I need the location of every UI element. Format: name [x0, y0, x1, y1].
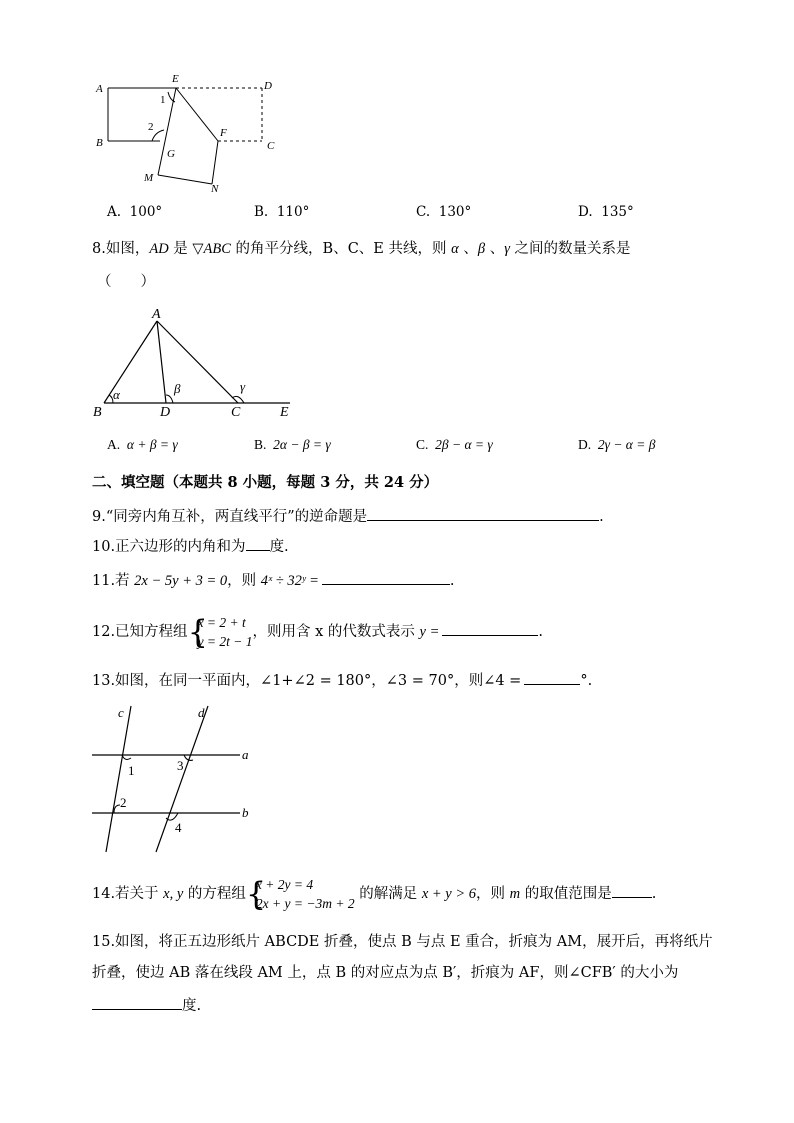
q11-end: .: [449, 573, 455, 589]
q14-row2: 2x + y = −3m + 2: [255, 896, 355, 911]
q7-label-C: C: [267, 140, 275, 152]
option-letter: D.: [578, 437, 592, 452]
q8-option-a: [107, 437, 178, 453]
q15-answer-blank[interactable]: [92, 994, 182, 1010]
q13-label-2: 2: [120, 795, 127, 810]
section-heading: 二、填空题（本题共 8 小题，每题 3 分，共 24 分）: [92, 474, 439, 491]
q9-end: .: [599, 509, 604, 525]
q13-label-1: 1: [128, 763, 135, 778]
option-value: 100°: [129, 204, 163, 220]
q12-row1: x = 2 + t: [197, 615, 246, 630]
q8-option-d: [578, 437, 655, 453]
q14-mid2: 的解满足: [354, 886, 422, 902]
q14-mid3: ，则: [476, 886, 510, 902]
q11: [92, 569, 455, 592]
q14: [92, 874, 656, 914]
q13-label-c: c: [118, 705, 124, 720]
q13-answer-blank[interactable]: [524, 669, 580, 685]
q13-label-d: d: [198, 705, 205, 720]
option-letter: C.: [416, 437, 429, 452]
brace-icon: {: [187, 613, 208, 651]
q9-answer-blank[interactable]: [367, 505, 599, 521]
q7-label-F: F: [220, 127, 227, 139]
q8-label-A: A: [152, 307, 161, 322]
option-value: α + β = γ: [126, 437, 178, 452]
option-value: 2α − β = γ: [273, 437, 331, 452]
option-value: 135°: [601, 204, 634, 220]
q13-figure: [88, 700, 268, 860]
q7-option-b: [254, 204, 309, 220]
q9-text: 9.“同旁内角互补，两直线平行”的逆命题是: [92, 509, 368, 525]
q8-label-D: D: [160, 405, 171, 420]
q8-label-E: E: [280, 405, 289, 420]
q13-label-a: a: [242, 747, 249, 762]
option-letter: A.: [107, 437, 121, 452]
q8-mid: 的角平分线，B、C、E 共线，则: [230, 241, 452, 257]
q11-pre: 11.若: [92, 573, 135, 589]
q7-label-A: A: [96, 83, 103, 95]
q7-option-a: [107, 204, 162, 220]
q15-line1: 15.如图，将正五边形纸片 ABCDE 折叠，使点 B 与点 E 重合，折痕为 AM，展开后，再将纸片: [92, 934, 713, 950]
q8-alpha: α: [451, 241, 459, 257]
q13-text: 13.如图，在同一平面内，∠1+∠2 = 180°，∠3 = 70°，则∠4 =: [92, 673, 522, 689]
q14-period: .: [651, 886, 657, 902]
q8-end: 之间的数量关系是: [509, 241, 631, 257]
q8-gamma: γ: [504, 241, 510, 257]
q7-label-D: D: [264, 80, 272, 92]
q8-stem: [92, 238, 631, 260]
q10-pre: 10.正六边形的内角和为: [92, 539, 246, 555]
q10-answer-blank[interactable]: [246, 535, 270, 551]
q8-label-gamma: γ: [240, 379, 246, 394]
q13: [92, 669, 592, 692]
q11-equation: 2x − 5y + 3 = 0: [134, 573, 228, 589]
q13-label-3: 3: [177, 758, 184, 773]
option-value: 130°: [438, 204, 472, 220]
option-value: 2γ − α = β: [597, 437, 656, 452]
q14-system: [246, 875, 355, 913]
q9: [92, 505, 604, 528]
q12-system: [188, 613, 253, 651]
q14-vars: x, y: [163, 886, 184, 902]
q12-mid: ，则用含 x 的代数式表示: [252, 624, 420, 640]
q7-label-E: E: [172, 73, 179, 85]
q8-beta: β: [477, 241, 486, 257]
q8-is: 是: [168, 241, 193, 257]
q14-m: m: [509, 886, 521, 902]
brace-icon: {: [245, 875, 267, 913]
q13-label-b: b: [242, 805, 249, 820]
q12-row2: y = 2t − 1: [197, 634, 253, 649]
q11-answer-blank[interactable]: [322, 569, 450, 585]
q14-answer-blank[interactable]: [612, 882, 652, 898]
q8-label-C: C: [231, 405, 241, 420]
q12-answer-blank[interactable]: [442, 620, 538, 636]
q8-label-beta: β: [174, 381, 181, 396]
q14-mid1: 的方程组: [183, 886, 246, 902]
q11-mid: ，则: [227, 573, 261, 589]
option-value: 110°: [276, 204, 310, 220]
q12-end: .: [538, 624, 544, 640]
q7-option-d: [578, 204, 634, 220]
q8-label-B: B: [93, 405, 102, 420]
q7-label-M: M: [144, 172, 154, 184]
q14-condition: x + y > 6: [421, 886, 477, 902]
option-value: 2β − α = γ: [435, 437, 493, 452]
q8-ad: AD: [149, 241, 169, 257]
option-letter: C.: [416, 204, 431, 220]
q12-y: y =: [419, 624, 440, 640]
q15-line3: [92, 994, 201, 1017]
q8-figure: [88, 303, 298, 421]
q14-row1: x + 2y = 4: [255, 877, 314, 892]
q12: [92, 612, 543, 652]
q7-label-G: G: [167, 148, 175, 160]
q14-end: 的取值范围是: [520, 886, 612, 902]
q7-option-c: [416, 204, 471, 220]
q8-prefix: 8.如图，: [92, 241, 150, 257]
q7-label-B: B: [96, 137, 103, 149]
q8-triangle: ▽ABC: [192, 241, 231, 257]
q8-sep: 、: [458, 241, 478, 257]
q11-expression: 4ˣ ÷ 32ʸ =: [260, 573, 319, 589]
q8-paren: （ ）: [97, 274, 155, 290]
q14-pre: 14.若关于: [92, 886, 164, 902]
q10: [92, 535, 289, 558]
option-letter: B.: [254, 204, 269, 220]
q13-end: °.: [580, 673, 593, 689]
q13-label-4: 4: [175, 820, 182, 835]
q7-label-1: 1: [160, 94, 166, 106]
q7-label-N: N: [211, 183, 219, 193]
q12-pre: 12.已知方程组: [92, 624, 188, 640]
q7-figure: [90, 68, 290, 193]
q10-post: 度.: [269, 539, 289, 555]
option-letter: D.: [578, 204, 593, 220]
option-letter: B.: [254, 437, 267, 452]
q15-end: 度.: [182, 998, 202, 1014]
q15-line2: 折叠，使边 AB 落在线段 AM 上，点 B 的对应点为点 B′，折痕为 AF，则∠CFB′ 的大小为: [92, 965, 679, 981]
q8-option-b: [254, 437, 331, 453]
q8-sep: 、: [485, 241, 505, 257]
option-letter: A.: [107, 204, 122, 220]
q8-label-alpha: α: [113, 387, 120, 402]
q8-option-c: [416, 437, 493, 453]
q7-label-2: 2: [148, 121, 154, 133]
